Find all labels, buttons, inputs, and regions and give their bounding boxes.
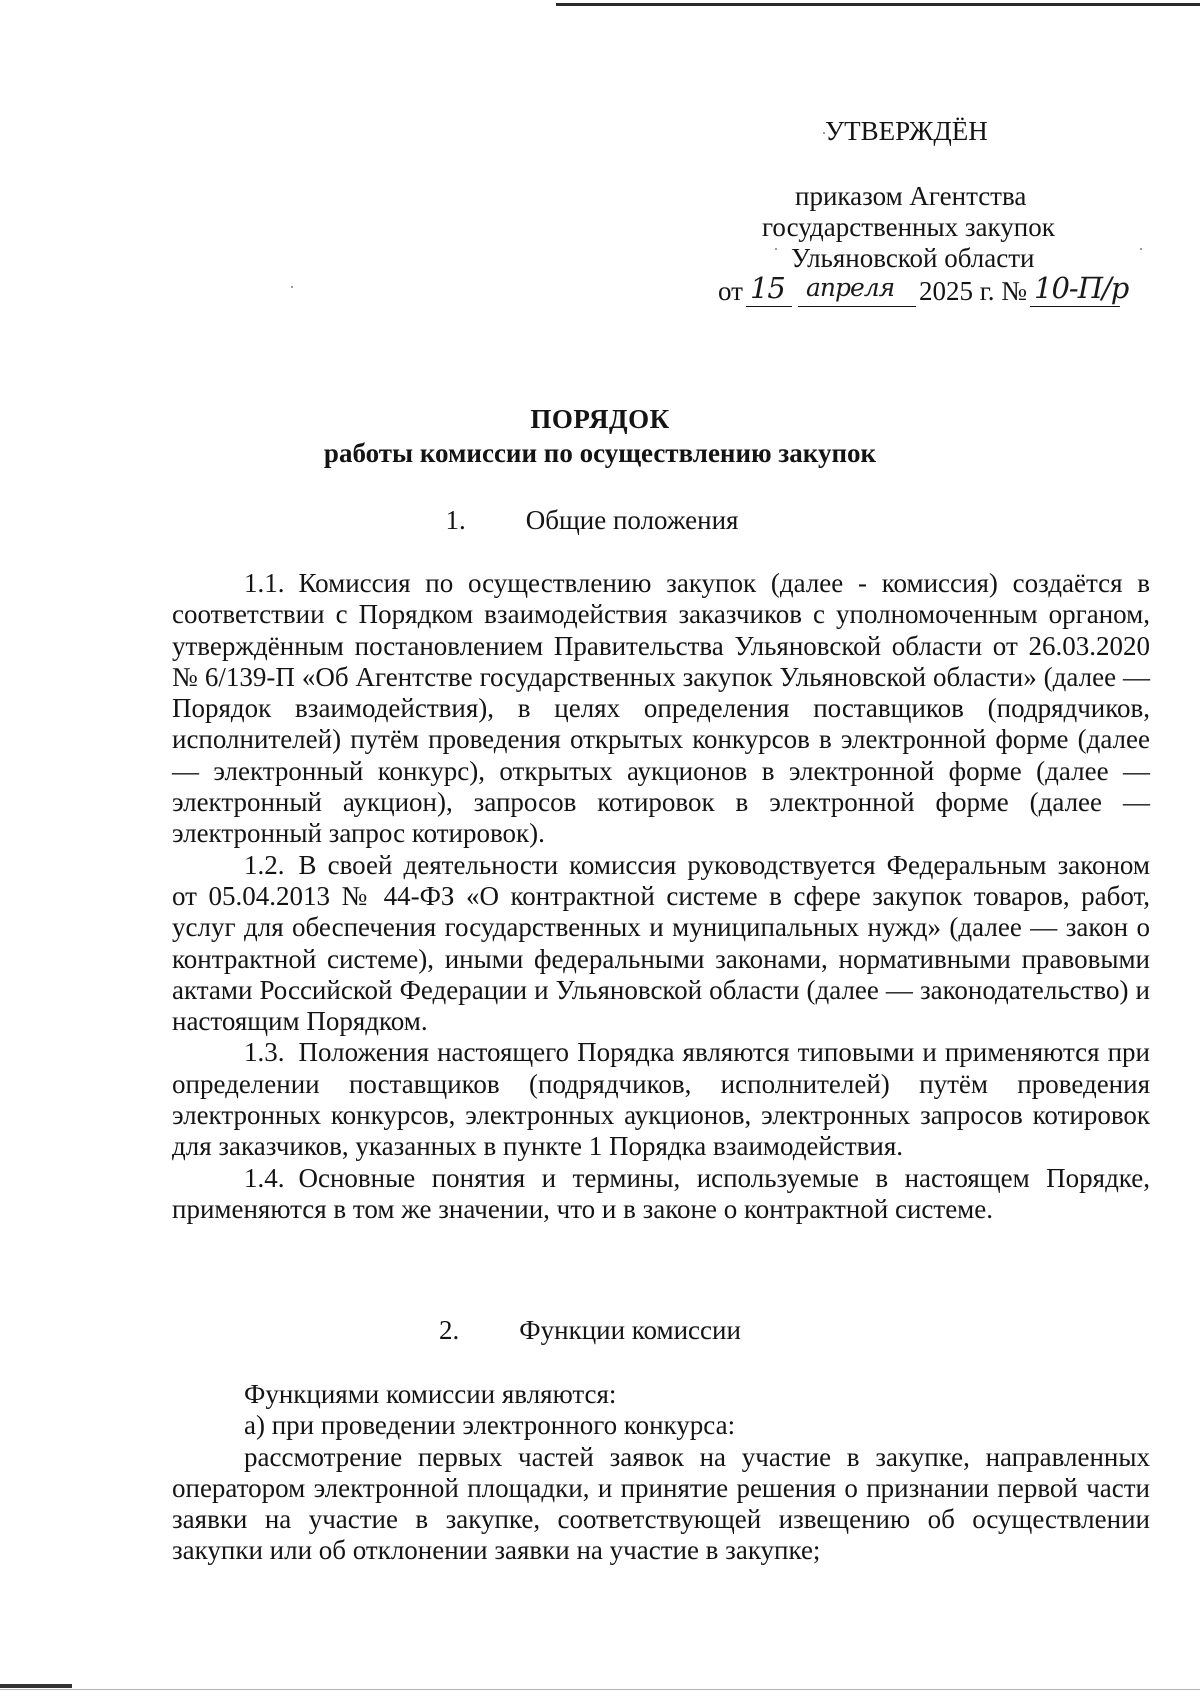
functions-intro: Функциями комиссии являются: [244, 1379, 617, 1409]
paragraph-text: Комиссия по осуществлению закупок (далее - комиссия) создаётся в соответствии с Порядком взаимодействия заказчиков с уполномоченным органом, утверждённым постановлением Правительства Ульяновской области от 26.03.2020 № 6/139-П «Об Агентстве государственных закупок Ульяновской области» (далее — Порядок взаимодействия), в целях определения поставщиков (подрядчиков, исполнителей) путём проведения открытых конкурсов в электронной форме (далее — электронный конкурс), открытых аукционов в электронной форме (далее — электронный аукцион), запросов котировок в электронной форме (далее — электронный запрос котировок). [172, 568, 1150, 849]
paragraph-number: 1.1. [244, 568, 285, 598]
paragraph-text: Положения настоящего Порядка являются типовыми и применяются при определении поставщиков (подрядчиков, исполнителей) путём проведения электронных конкурсов, электронных аукционов, электронных запросов котировок для заказчиков, указанных в пункте 1 Порядка взаимодействия. [172, 1037, 1150, 1162]
section-1-body [172, 568, 1150, 1225]
section-number: 1. [445, 505, 466, 535]
date-year: 2025 г. № [918, 276, 1027, 306]
approval-date [718, 271, 1129, 307]
section-heading [0, 504, 1192, 536]
section-2-body [172, 1379, 1150, 1567]
section-title: Общие положения [525, 505, 739, 535]
scan-speck [1140, 248, 1142, 250]
document-subtitle: работы комиссии по осуществлению закупок [323, 438, 877, 468]
scan-edge-top [556, 3, 1200, 6]
scan-speck [291, 286, 293, 288]
paragraph-number: 1.2. [244, 849, 285, 880]
order-number-blank [1030, 271, 1129, 307]
handwritten-day: 15 [749, 271, 785, 305]
handwritten-month: апреля [805, 273, 895, 302]
paragraph-text: Основные понятия и термины, используемые в настоящем Порядке, применяются в том же значении, что и в законе о контрактной системе. [172, 1162, 1150, 1224]
document-title: ПОРЯДОК [530, 404, 670, 434]
section-number: 2. [439, 1315, 460, 1345]
section-heading [0, 1314, 1190, 1346]
paragraph [172, 850, 1150, 1038]
paragraph [172, 1163, 1150, 1226]
approval-line: государственных закупок [762, 212, 1055, 242]
date-day-blank [746, 271, 792, 307]
section-title: Функции комиссии [519, 1315, 741, 1345]
paragraph [172, 568, 1150, 850]
date-month-blank [798, 273, 916, 307]
scan-speck [775, 248, 777, 250]
paragraph [172, 1037, 1150, 1162]
scan-edge-bottom [0, 1689, 1200, 1690]
handwritten-order-number: 10-П/р [1034, 271, 1129, 305]
approval-title: УТВЕРЖДЁН [825, 116, 988, 146]
paragraph-number: 1.4. [244, 1162, 285, 1193]
functions-item-a: а) при проведении электронного конкурса: [244, 1410, 736, 1441]
approval-line: Ульяновской области [791, 243, 1035, 273]
approval-line: приказом Агентства [795, 181, 1027, 211]
paragraph-text: В своей деятельности комиссия руководствуется Федеральным законом от 05.04.2013 № 44-ФЗ «О контрактной системе в сфере закупок товаров, работ, услуг для обеспечения государственных и муниципальных нужд» (далее — закон о контрактной системе), иными федеральными законами, нормативными правовыми актами Российской Федерации и Ульяновской области (далее — законодательство) и настоящим Порядком. [172, 849, 1150, 1037]
date-prefix: от [718, 276, 743, 306]
paragraph-number: 1.3. [244, 1037, 285, 1068]
functions-item-a-text: рассмотрение первых частей заявок на участие в закупке, направленных оператором электронной площадки, и принятие решения о признании первой части заявки на участие в закупке, соответствующей извещению об осуществлении закупки или об отклонении заявки на участие в закупке; [172, 1441, 1150, 1566]
scan-mark [0, 1684, 72, 1688]
